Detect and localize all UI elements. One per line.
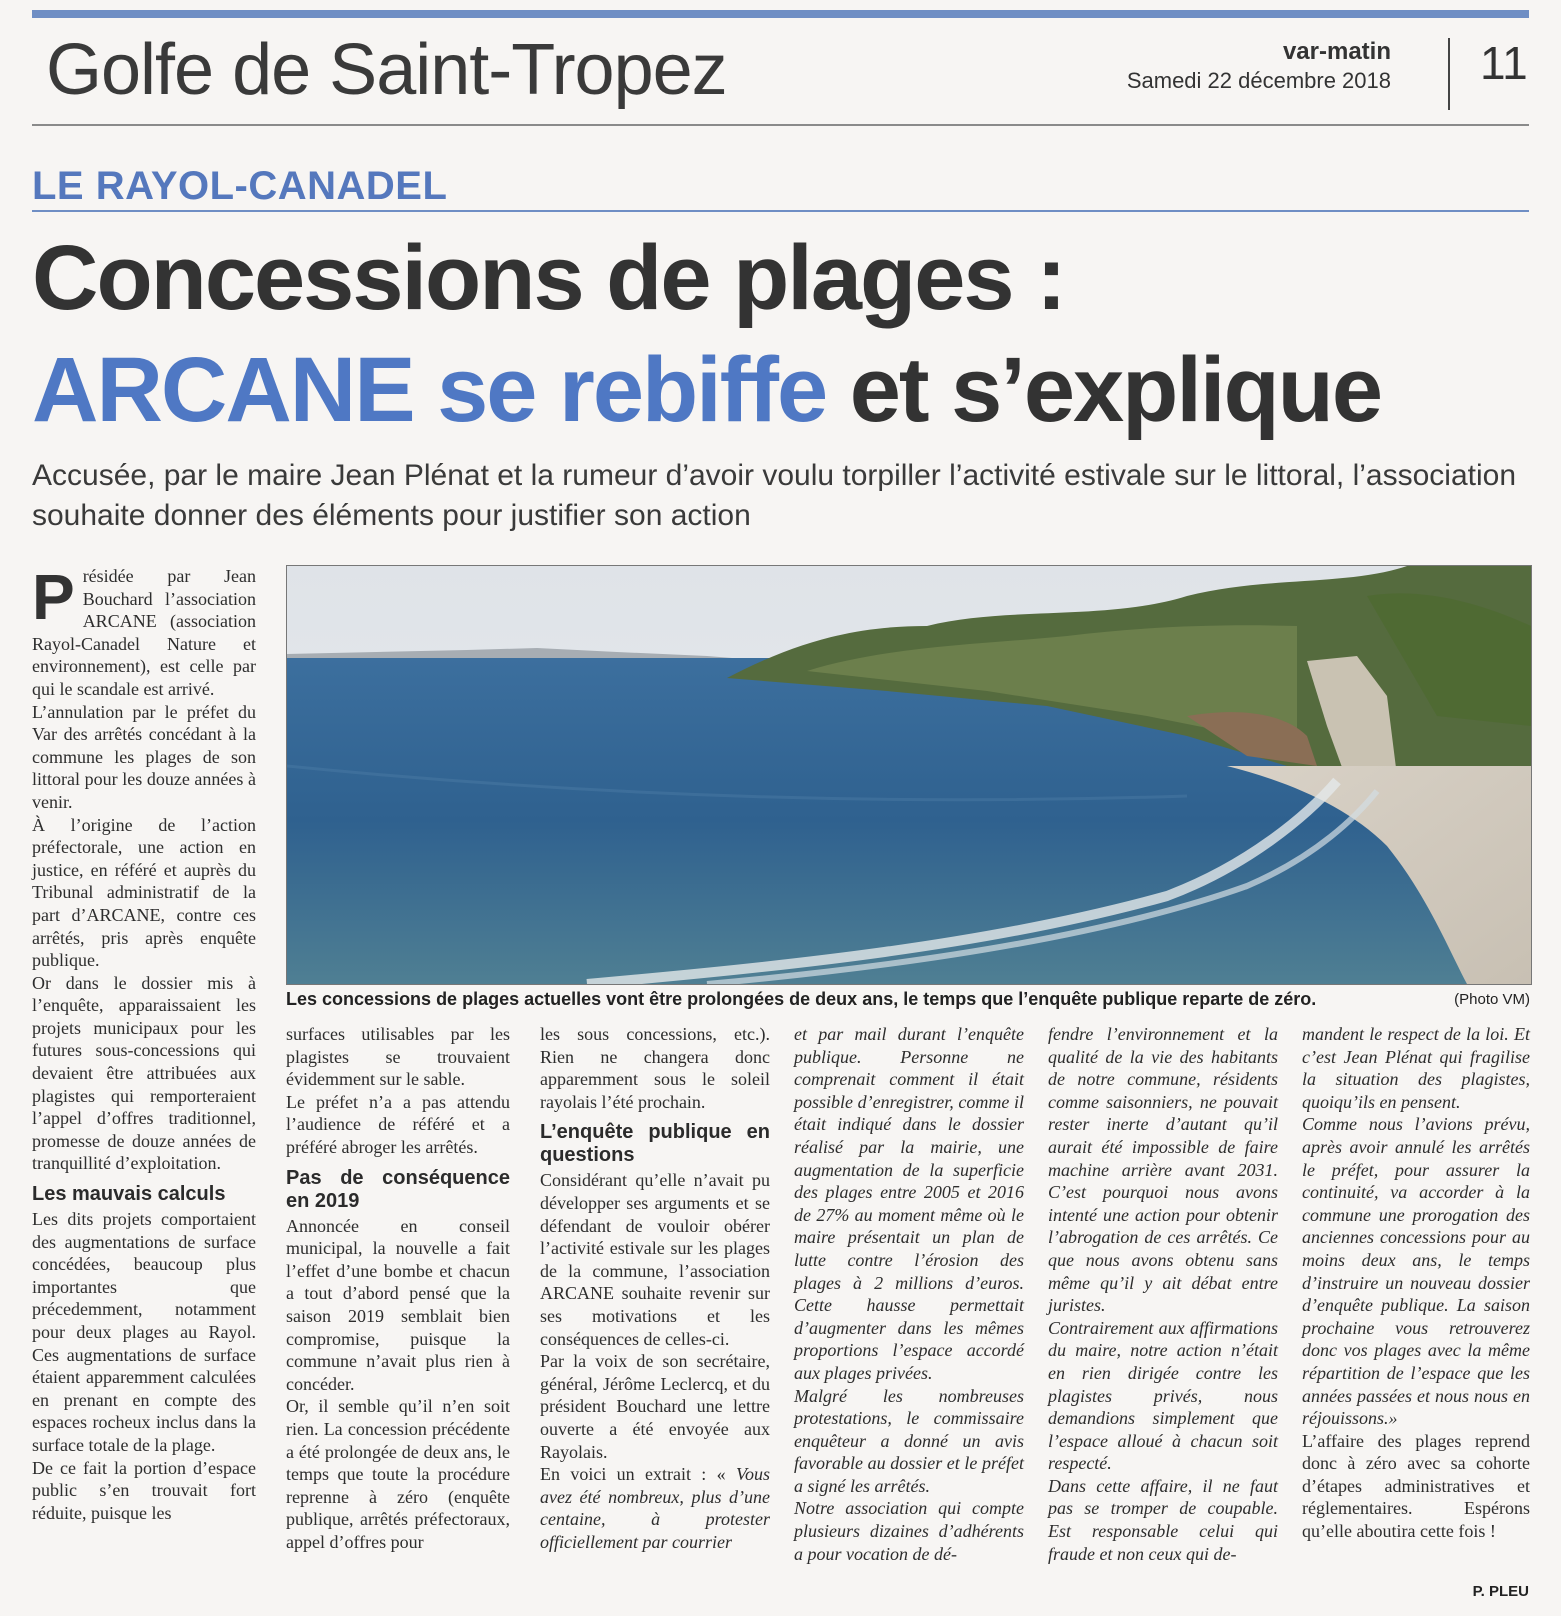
masthead-divider [1448, 38, 1450, 110]
author-signature: P. PLEU [1472, 1583, 1529, 1600]
paragraph: Annoncée en conseil municipal, la nouvelle a fait l’effet d’une bombe et chacun a tout d’abord pensé que la saison 2019 semblait bien compromise, puisque la commune n’avait plus rien à concéder. [286, 1215, 510, 1394]
paragraph: Considérant qu’elle n’avait pu développer ses arguments et se défendant de vouloir obérer l’activité estivale sur les plages de la commune, l’association ARCANE souhaite revenir sur ses motivations et les conséquences de celles-ci. [540, 1170, 770, 1349]
column-1 [32, 561, 256, 1524]
photo-credit: (Photo VM) [1454, 991, 1530, 1008]
subheading: L’enquête publique en questions [540, 1121, 770, 1167]
headline-rest: et s’explique [826, 339, 1382, 441]
paragraph: Notre association qui compte plusieurs dizaines d’adhérents a pour vocation de dé- [794, 1498, 1024, 1564]
headline-line1: Concessions de plages : [32, 227, 1065, 329]
beach-photo-illustration [287, 566, 1531, 984]
column-5 [1048, 1023, 1278, 1565]
column-6 [1302, 1023, 1530, 1543]
paragraph-text: résidée par Jean Bouchard l’association ARCANE (association Rayol-Canadel Nature et environnement), est celle par qui le scandale est arrivé. [32, 566, 256, 699]
paragraph: surfaces utilisables par les plagistes se trouvaient évidemment sur le sable. [286, 1024, 510, 1090]
subheading: Pas de conséquence en 2019 [286, 1166, 510, 1212]
paragraph: Les dits projets comportaient des augmentations de surface concédées, beaucoup plus importantes que précedemment, notamment pour deux plages au Rayol. Ces augmentations de surface étaient apparemment calculées en prenant en compte des espaces rocheux inclus dans la surface totale de la plage. [32, 1209, 256, 1455]
paragraph: Or dans le dossier mis à l’enquête, apparaissaient les projets municipaux pour les futures sous-concessions qui devaient être attribuées aux plagistes qui remporteraient l’appel d’offres traditionnel, promesse de douze années de tranquillité d’exploitation. [32, 972, 256, 1174]
paragraph: Par la voix de son secrétaire, général, Jérôme Leclercq, et du président Bouchard une lettre ouverte a été envoyée aux Rayolais. [540, 1351, 770, 1462]
paragraph: Comme nous l’avions prévu, après avoir annulé les arrêtés le préfet, pour assurer la continuité, va accorder à la commune une prorogation des anciennes concessions pour au moins deux ans, le temps d’instruire un nouveau dossier d’enquête publique. La saison prochaine vous retrouverez donc vos plages avec la même répartition de l’espace que les années passées et nous nous en réjouissons.» [1302, 1114, 1530, 1429]
paragraph: et par mail durant l’enquête publique. Personne ne comprenait comment il était possible d’enregistrer, comme il était indiqué dans le dossier réalisé par la mairie, une augmentation de la superficie des plages entre 2005 et 2016 de 27% au moment même où le maire présentait un plan de lutte contre l’érosion des plages à 2 millions d’euros. Cette hausse permettait d’augmenter dans les mêmes proportions l’espace accordé aux plages privées. [794, 1024, 1024, 1383]
header-rule [32, 124, 1529, 126]
photo-caption [286, 989, 1530, 1010]
masthead [1127, 38, 1391, 94]
column-2 [286, 1023, 510, 1553]
quote-start: Vous avez été nombreux, plus d’une centaine, à protester officiellement par courrier [540, 1464, 770, 1552]
headline [32, 222, 1541, 446]
paragraph [540, 1463, 770, 1553]
paragraph: De ce fait la portion d’espace public s’en trouvait fort réduite, puisque les [32, 1457, 256, 1523]
headline-line2 [32, 334, 1541, 446]
paragraph: Malgré les nombreuses protestations, le commissaire enquêteur a donné un avis favorable au dossier et le préfet a signé les arrêtés. [794, 1385, 1024, 1496]
issue-date: Samedi 22 décembre 2018 [1126, 68, 1391, 93]
headline-highlight: ARCANE se rebiffe [32, 339, 827, 441]
kicker-rule [32, 210, 1529, 212]
quote-intro: En voici un extrait : « [540, 1464, 726, 1485]
subheading: Les mauvais calculs [32, 1183, 226, 1206]
paragraph [32, 561, 256, 701]
paragraph: L’annulation par le préfet du Var des arrêtés concédant à la commune les plages de son littoral pour les douze années à venir. [32, 701, 256, 812]
paragraph: Dans cette affaire, il ne faut pas se tromper de coupable. Est responsable celui qui fraude et non ceux qui de- [1048, 1475, 1278, 1564]
standfirst: Accusée, par le maire Jean Plénat et la rumeur d’avoir voulu torpiller l’activité estivale sur le littoral, l’association souhaite donner des éléments pour justifier son action [32, 459, 1517, 532]
top-color-bar [32, 10, 1529, 18]
paragraph: mandent le respect de la loi. Et c’est Jean Plénat qui fragilise la situation des plagistes, quoiqu’ils en pensent. [1302, 1024, 1530, 1112]
column-3 [540, 1023, 770, 1553]
article-kicker: LE RAYOL-CANADEL [32, 164, 448, 208]
paragraph: les sous concessions, etc.). Rien ne changera donc apparemment sous le soleil rayolais l’été prochain. [540, 1024, 770, 1112]
page-number: 11 [1480, 37, 1528, 89]
paper-name: var-matin [1282, 38, 1391, 65]
beach-photo [286, 565, 1532, 985]
paragraph: L’affaire des plages reprend donc à zéro avec sa cohorte d’étapes administratives et réglementaires. Espérons qu’elle aboutira cette fois ! [1302, 1430, 1530, 1542]
paragraph: Le préfet n’a a pas attendu l’audience de référé et a préféré abroger les arrêtés. [286, 1091, 510, 1157]
paragraph: fendre l’environnement et la qualité de la vie des habitants de notre commune, résidents comme saisonniers, ne pouvait rester inerte d’autant qu’il aurait été impossible de faire machine arrière avant 2031. C’est pourquoi nous avons intenté une action pour obtenir l’abrogation de ces arrêtés. Ce que nous avons obtenu sans même qu’il y ait débat entre juristes. [1048, 1024, 1278, 1316]
column-4 [794, 1023, 1024, 1565]
section-title: Golfe de Saint-Tropez [46, 30, 727, 110]
paragraph: À l’origine de l’action préfectorale, une action en justice, en référé et auprès du Tribunal administratif de la part d’ARCANE, contre ces arrêtés, pris après enquête publique. [32, 814, 256, 971]
paragraph: Contrairement aux affirmations du maire, notre action n’était en rien dirigée contre les plagistes privés, nous demandions simplement que l’espace alloué à chacun soit respecté. [1048, 1317, 1278, 1474]
paragraph: Or, il semble qu’il n’en soit rien. La concession précédente a été prolongée de deux ans, le temps que toute la procédure reprenne à zéro (enquête publique, arrêtés préfectoraux, appel d’offres pour [286, 1396, 510, 1552]
drop-cap: P [32, 561, 75, 633]
caption-text: Les concessions de plages actuelles vont être prolongées de deux ans, le temps que l’enquête publique reparte de zéro. [286, 989, 1317, 1009]
